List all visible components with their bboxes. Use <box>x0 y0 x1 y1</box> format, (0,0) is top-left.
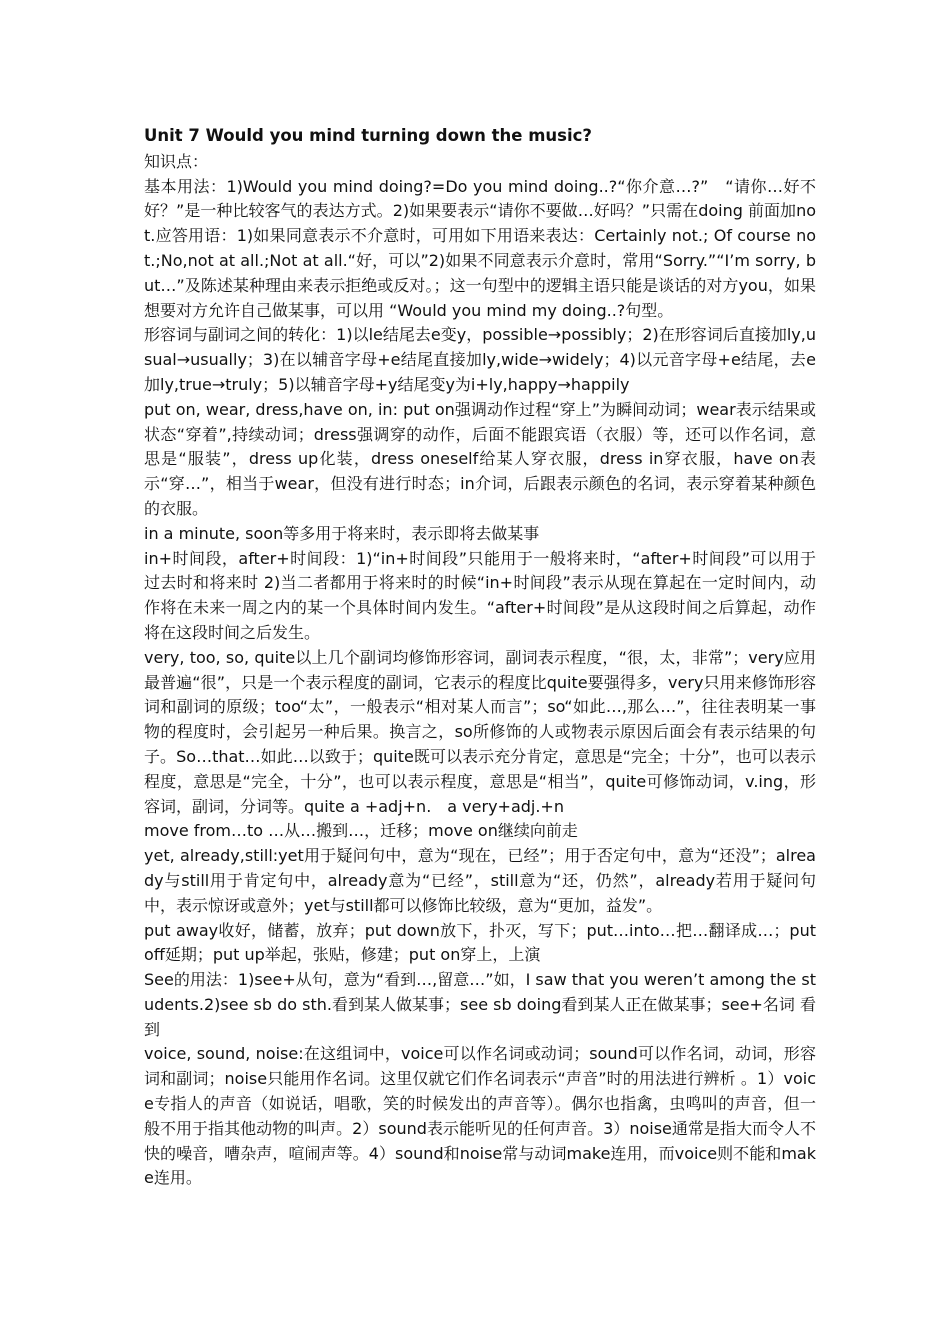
document-page <box>144 124 816 1191</box>
paragraph-yet-already-still: yet, already,still:yet用于疑问句中，意为“现在，已经”；用于否定句中，意为“还没”；already与still用于肯定句中，already意为“已经”，still意为“还，仍然”，already若用于疑问句中，表示惊讶或意外；yet与still都可以修饰比较级，意为“更加，益发”。 <box>144 846 816 915</box>
document-title: Unit 7 Would you mind turning down the music? <box>144 126 592 145</box>
paragraph-basic-usage: 基本用法：1)Would you mind doing?=Do you mind doing..?“你介意…?” “请你…好不好？”是一种比较客气的表达方式。2)如果要表示“请你不要做…好吗？”只需在doing 前面加not.应答用语：1)如果同意表示不介意时，可用如下用语来表达：Certainly not.; Of course not.;No,not at all.;Not at all.“好，可以”2)如果不同意表示介意时，常用“Sorry.”“I’m sorry, but…”及陈述某种理由来表示拒绝或反对。；这一句型中的逻辑主语只能是谈话的对方you，如果想要对方允许自己做某事，可以用 “Would you mind my doing..?句型。 <box>144 176 816 320</box>
paragraph-in-after-time: in+时间段，after+时间段：1)“in+时间段”只能用于一般将来时，“after+时间段”可以用于过去时和将来时 2)当二者都用于将来时的时候“in+时间段”表示从现在算起在一定时间内，动作将在未来一周之内的某一个具体时间内发生。“after+时间段”是从这段时间之后算起，动作将在这段时间之后发生。 <box>144 548 816 642</box>
paragraph-see-usage: See的用法：1)see+从句，意为“看到…,留意…”如，I saw that you weren’t among the students.2)see sb do sth.看到某人做某事；see sb doing看到某人正在做某事；see+名词 看到 <box>144 970 816 1039</box>
paragraph-voice-sound-noise: voice, sound, noise:在这组词中，voice可以作名词或动词；sound可以作名词，动词，形容词和副词；noise只能用作名词。这里仅就它们作名词表示“声音”时的用法进行辨析 。1）voice专指人的声音（如说话，唱歌，笑的时候发出的声音等）。偶尔也指禽，虫鸣叫的声音，但一般不用于指其他动物的叫声。2）sound表示能听见的任何声音。3）noise通常是指大而令人不快的噪音，嘈杂声，喧闹声等。4）sound和noise常与动词make连用，而voice则不能和make连用。 <box>144 1044 816 1188</box>
paragraph-knowledge-points-label: 知识点： <box>144 151 209 171</box>
paragraph-put-phrases: put away收好，储蓄，放弃；put down放下，扑灭，写下；put…into…把…翻译成…；put off延期；put up举起，张贴，修建；put on穿上，上演 <box>144 920 816 965</box>
paragraph-adjective-adverb: 形容词与副词之间的转化：1)以le结尾去e变y，possible→possibly；2)在形容词后直接加ly,usual→usually；3)在以辅音字母+e结尾直接加ly,wide→widely；4)以元音字母+e结尾，去e加ly,true→truly；5)以辅音字母+y结尾变y为i+ly,happy→happily <box>144 325 816 394</box>
paragraph-in-a-minute: in a minute, soon等多用于将来时，表示即将去做某事 <box>144 523 540 543</box>
paragraph-put-on-wear-dress: put on, wear, dress,have on, in: put on强调动作过程“穿上”为瞬间动词；wear表示结果或状态“穿着”,持续动词；dress强调穿的动作，后面不能跟宾语（衣服）等，还可以作名词，意思是“服装”，dress up化装，dress oneself给某人穿衣服，dress in穿衣服，have on表示“穿…”，相当于wear，但没有进行时态；in介词，后跟表示颜色的名词，表示穿着某种颜色的衣服。 <box>144 399 816 518</box>
paragraph-move-from-to: move from…to …从…搬到…，迁移；move on继续向前走 <box>144 821 578 841</box>
paragraph-very-too-so-quite: very, too, so, quite以上几个副词均修饰形容词，副词表示程度，“很，太，非常”；very应用最普遍“很”，只是一个表示程度的副词，它表示的程度比quite要强得多，very只用来修饰形容词和副词的原级；too“太”，一般表示“相对某人而言”；so“如此…,那么…”，往往表明某一事物的程度时，会引起另一种后果。换言之，so所修饰的人或物表示原因后面会有表示结果的句子。So…that…如此…以致于；quite既可以表示充分肯定，意思是“完全；十分”，也可以表示程度，意思是“完全，十分”，也可以表示程度，意思是“相当”，quite可修饰动词，v.ing，形容词，副词，分词等。quite a +adj+n. a very+adj.+n <box>144 647 816 816</box>
